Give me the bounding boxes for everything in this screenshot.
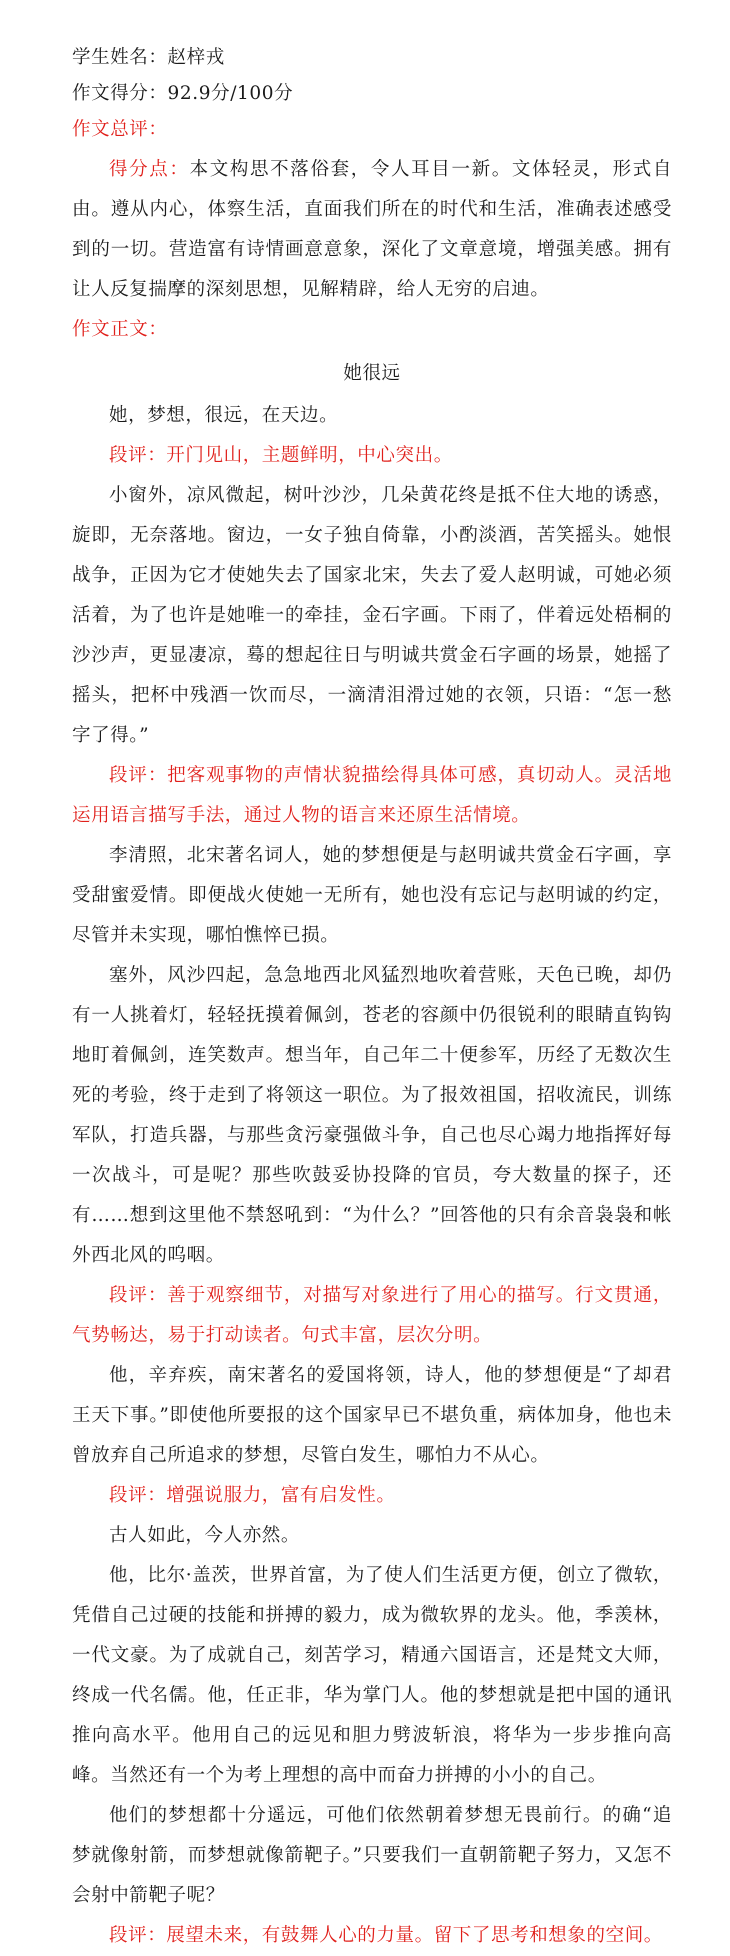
paragraph-comment-2: 段评：把客观事物的声情状貌描绘得具体可感，真切动人。灵活地运用语言描写手法，通过人物的语言来还原生活情境。 — [72, 765, 672, 826]
essay-paragraph-1: 她，梦想，很远，在天边。 — [109, 405, 339, 426]
essay-body-heading: 作文正文： — [72, 319, 168, 340]
overall-review-heading: 作文总评： — [72, 119, 168, 140]
essay-paragraph-6: 古人如此，今人亦然。 — [109, 1525, 301, 1546]
essay-score: 作文得分：92.9分/100分 — [72, 83, 294, 104]
essay-document — [72, 42, 672, 1956]
paragraph-comment-4: 段评：增强说服力，富有启发性。 — [109, 1485, 396, 1506]
essay-paragraph-8: 他们的梦想都十分遥远，可他们依然朝着梦想无畏前行。的确“追梦就像射箭，而梦想就像箭靶子。”只要我们一直朝箭靶子努力，又怎不会射中箭靶子呢？ — [72, 1805, 672, 1906]
essay-paragraph-5: 他，辛弃疾，南宋著名的爱国将领，诗人，他的梦想便是“了却君王天下事。”即使他所要报的这个国家早已不堪负重，病体加身，他也未曾放弃自己所追求的梦想，尽管白发生，哪怕力不从心。 — [72, 1365, 672, 1466]
essay-paragraph-7: 他，比尔·盖茨，世界首富，为了使人们生活更方便，创立了微软，凭借自己过硬的技能和拼搏的毅力，成为微软界的龙头。他，季羡林，一代文豪。为了成就自己，刻苦学习，精通六国语言，还是梵文大师，终成一代名儒。他，任正非，华为掌门人。他的梦想就是把中国的通讯推向高水平。他用自己的远见和胆力劈波斩浪，将华为一步步推向高峰。当然还有一个为考上理想的高中而奋力拼搏的小小的自己。 — [72, 1565, 672, 1786]
paragraph-comment-5: 段评：展望未来，有鼓舞人心的力量。留下了思考和想象的空间。 — [109, 1925, 663, 1946]
paragraph-comment-3: 段评：善于观察细节，对描写对象进行了用心的描写。行文贯通，气势畅达，易于打动读者。句式丰富，层次分明。 — [72, 1285, 672, 1346]
paragraph-comment-1: 段评：开门见山，主题鲜明，中心突出。 — [109, 445, 453, 466]
essay-title: 她很远 — [343, 363, 401, 384]
review-text: 本文构思不落俗套，令人耳目一新。文体轻灵，形式自由。遵从内心，体察生活，直面我们所在的时代和生活，准确表述感受到的一切。营造富有诗情画意意象，深化了文章意境，增强美感。拥有让人反复揣摩的深刻思想，见解精辟，给人无穷的启迪。 — [72, 159, 672, 300]
essay-paragraph-2: 小窗外，凉风微起，树叶沙沙，几朵黄花终是抵不住大地的诱惑，旋即，无奈落地。窗边，一女子独自倚靠，小酌淡酒，苦笑摇头。她恨战争，正因为它才使她失去了国家北宋，失去了爱人赵明诚，可她必须活着，为了也许是她唯一的牵挂，金石字画。下雨了，伴着远处梧桐的沙沙声，更显凄凉，蓦的想起往日与明诚共赏金石字画的场景，她摇了摇头，把杯中残酒一饮而尽，一滴清泪滑过她的衣领，只语：“怎一愁字了得。” — [72, 485, 672, 746]
student-name: 学生姓名：赵梓戎 — [72, 47, 225, 68]
review-label: 得分点： — [109, 159, 190, 180]
essay-paragraph-4: 塞外，风沙四起，急急地西北风猛烈地吹着营账，天色已晚，却仍有一人挑着灯，轻轻抚摸着佩剑，苍老的容颜中仍很锐利的眼睛直钩钩地盯着佩剑，连笑数声。想当年，自己年二十便参军，历经了无数次生死的考验，终于走到了将领这一职位。为了报效祖国，招收流民，训练军队，打造兵器，与那些贪污豪强做斗争，自己也尽心竭力地指挥好每一次战斗，可是呢？那些吹鼓妥协投降的官员，夸大数量的探子，还有……想到这里他不禁怒吼到：“为什么？”回答他的只有余音袅袅和帐外西北风的呜咽。 — [72, 965, 672, 1266]
overall-review — [72, 150, 672, 310]
essay-paragraph-3: 李清照，北宋著名词人，她的梦想便是与赵明诚共赏金石字画，享受甜蜜爱情。即便战火使她一无所有，她也没有忘记与赵明诚的约定，尽管并未实现，哪怕憔悴已损。 — [72, 845, 672, 946]
